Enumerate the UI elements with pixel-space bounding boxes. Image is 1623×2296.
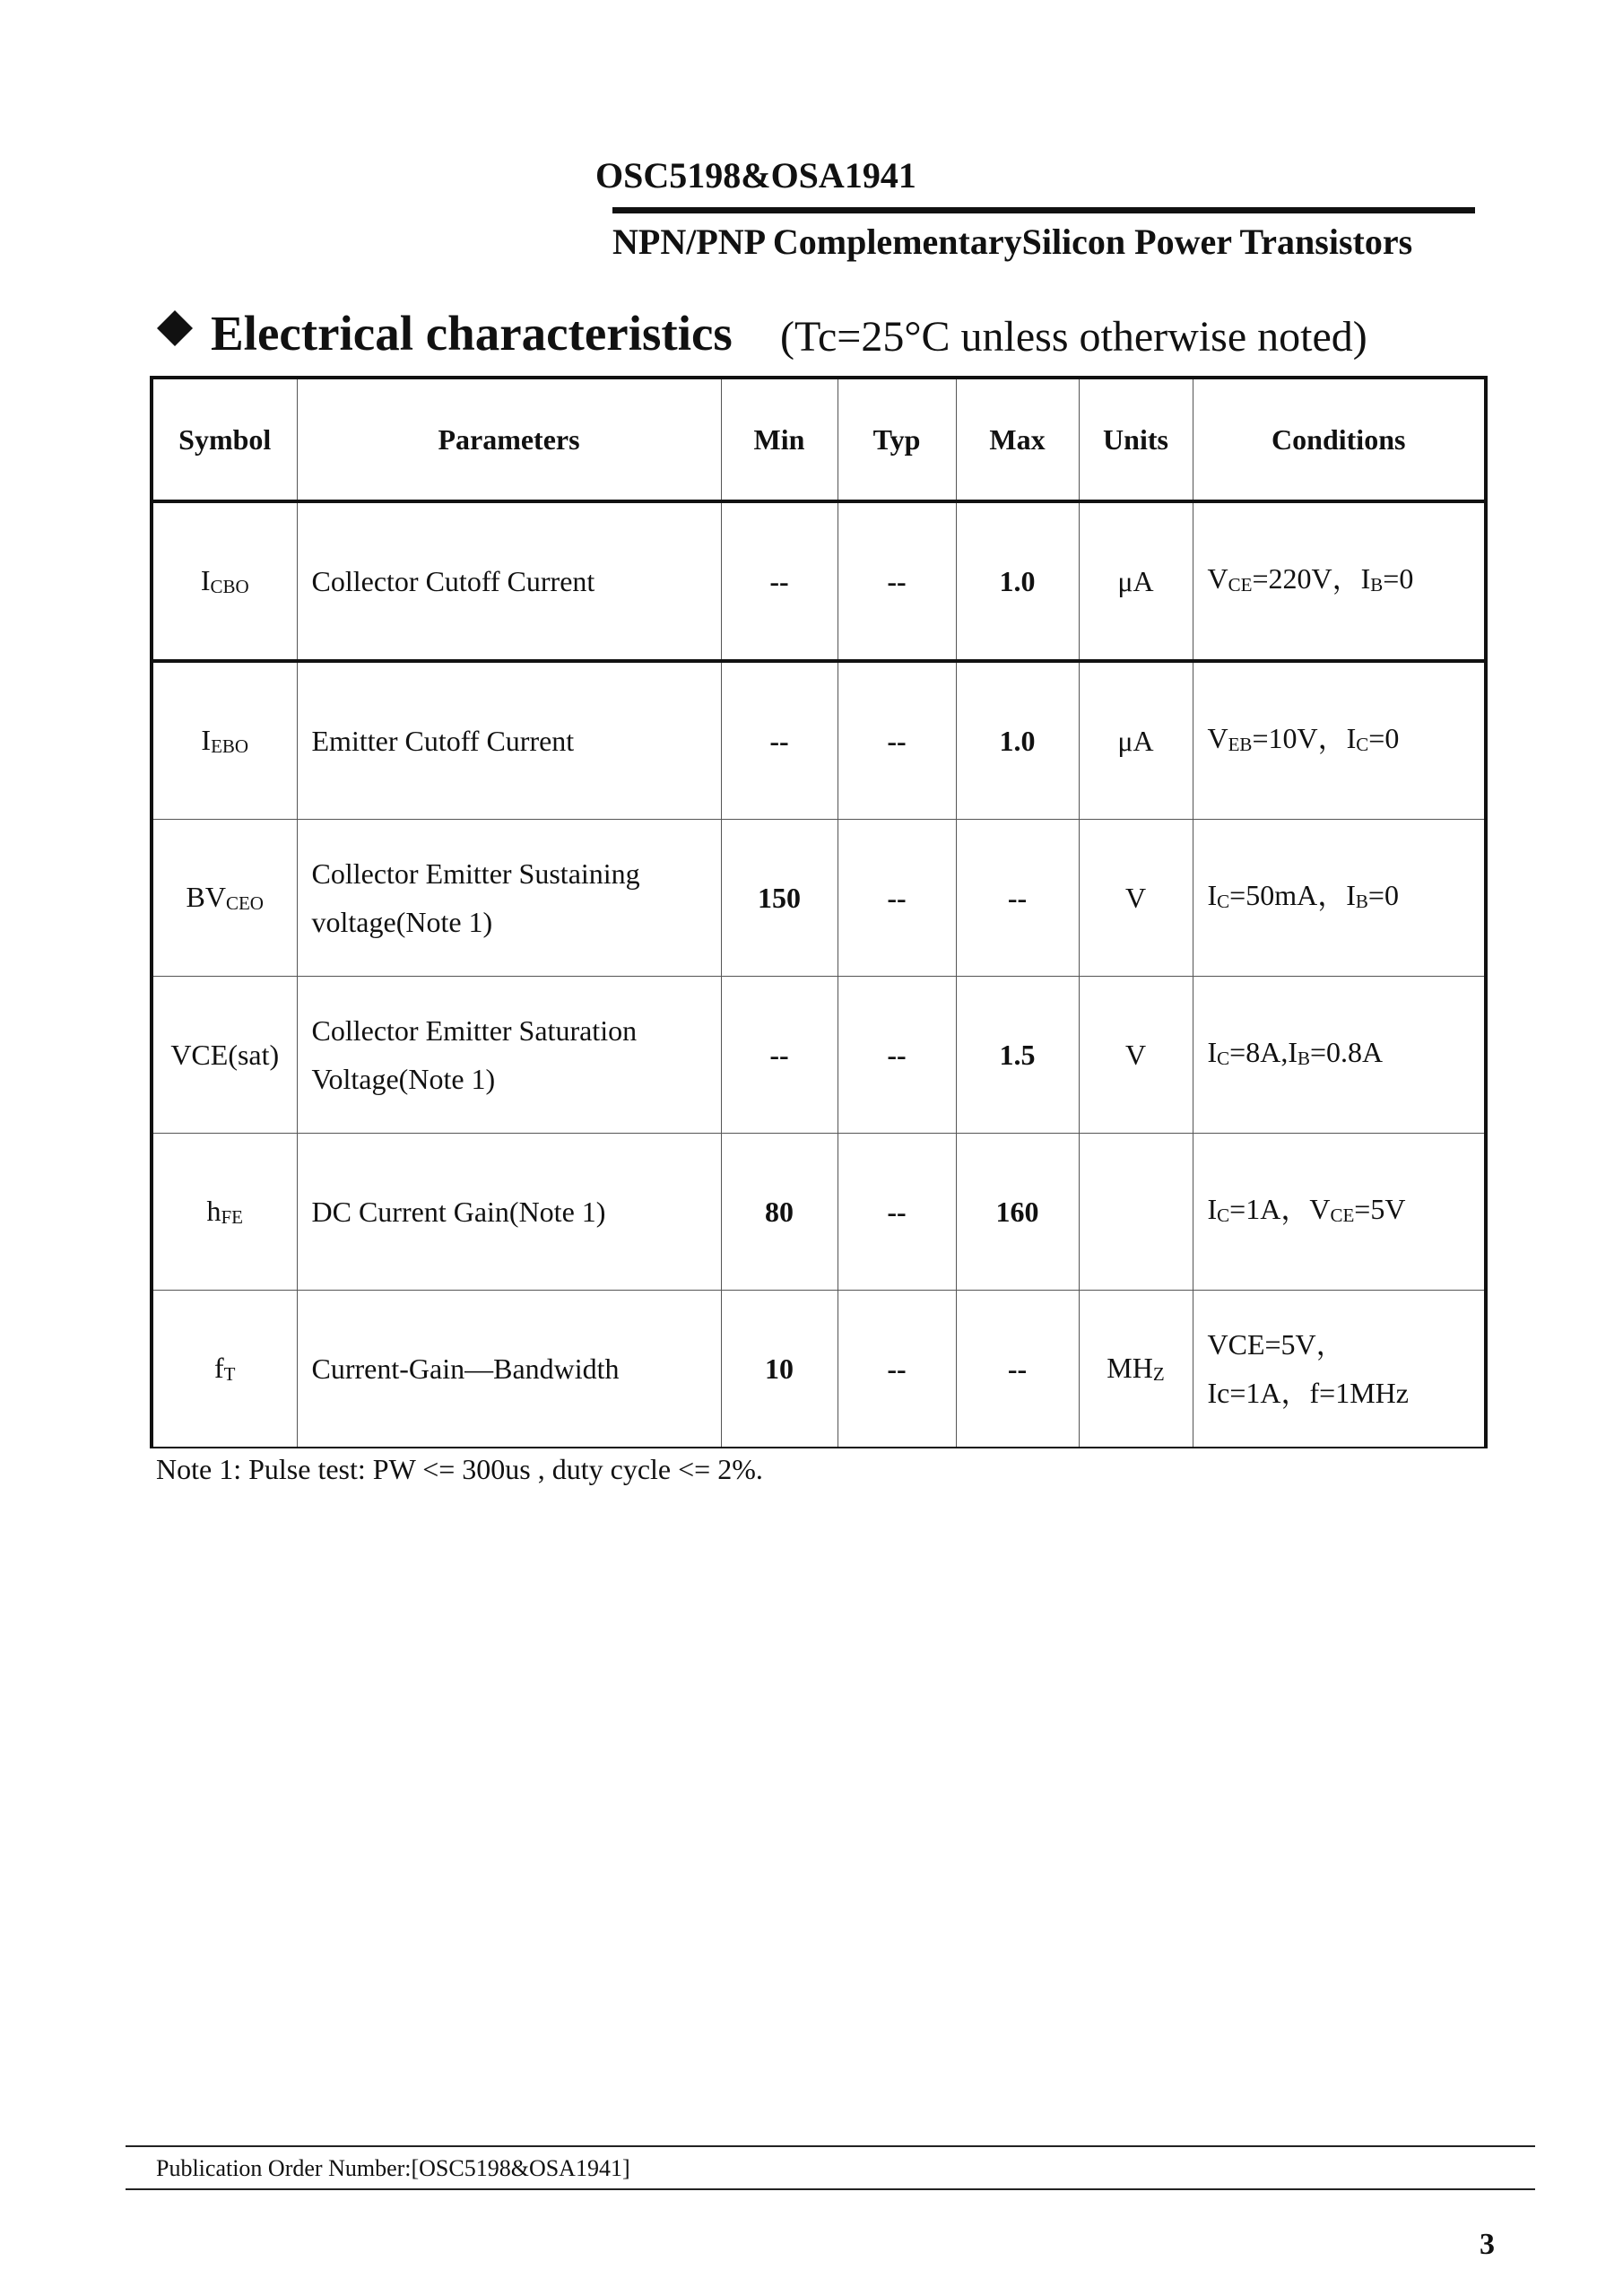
condition-subscript: B [1297,1047,1310,1069]
condition-text: =10V，I [1252,721,1357,754]
condition-text: I [1207,1035,1218,1068]
parameter-line: voltage(Note 1) [311,906,493,938]
symbol-main: BV [186,881,226,913]
table-row [152,1291,1486,1448]
condition-text: =0 [1383,561,1414,595]
condition-text: V [1207,561,1228,595]
condition-subscript: B [1355,890,1368,912]
symbol-cell [152,1134,297,1291]
symbol-main: h [206,1195,221,1227]
max-cell: 160 [956,1134,1079,1291]
units-cell: μA [1079,661,1193,820]
parameter-line: Voltage(Note 1) [311,1063,496,1095]
units-cell [1079,1291,1193,1448]
table-row [152,820,1486,977]
symbol-subscript: CEO [225,892,264,914]
condition-subscript: CE [1330,1204,1355,1226]
diamond-icon [157,310,193,346]
condition-text: =50mA，I [1229,878,1356,911]
min-cell: -- [721,501,838,661]
condition-line [1208,1320,1485,1369]
symbol-cell [152,501,297,661]
parameter-line: Current-Gain—Bandwidth [311,1352,620,1385]
units-cell: V [1079,820,1193,977]
max-cell: 1.5 [956,977,1079,1134]
column-header-max: Max [956,378,1079,501]
symbol-subscript: EBO [211,735,249,757]
parameter-line: Collector Emitter Sustaining [311,857,640,890]
conditions-cell [1193,1291,1486,1448]
condition-text: Ic=1A，f=1MHz [1207,1377,1409,1409]
min-cell: -- [721,977,838,1134]
condition-subscript: C [1356,733,1369,755]
condition-subscript: B [1370,573,1384,596]
symbol-subscript: T [223,1363,236,1385]
symbol-main: I [201,724,212,756]
condition-text: =220V，I [1252,561,1371,595]
conditions-cell [1193,501,1486,661]
symbol-subscript: CBO [210,576,249,597]
parameter-cell [297,1291,721,1448]
document-subtitle: NPN/PNP ComplementarySilicon Power Transistors [612,222,1413,262]
conditions-cell [1193,1134,1486,1291]
condition-text: VCE=5V， [1207,1328,1345,1361]
units-cell: μA [1079,501,1193,661]
parameter-line: DC Current Gain(Note 1) [311,1196,606,1228]
typ-cell: -- [838,501,956,661]
parameter-line: Collector Emitter Saturation [311,1014,638,1047]
condition-text: =5V [1354,1192,1406,1225]
min-cell: 10 [721,1291,838,1448]
column-header-min: Min [721,378,838,501]
footer-rule [126,2145,1535,2147]
column-header-units: Units [1079,378,1193,501]
condition-text: =0 [1368,721,1400,754]
publication-order-number: Publication Order Number:[OSC5198&OSA1941] [156,2155,630,2181]
condition-text: I [1207,878,1218,911]
parameter-cell [297,1134,721,1291]
condition-subscript: C [1217,1047,1230,1069]
typ-cell: -- [838,661,956,820]
column-header-symbol: Symbol [152,378,297,501]
min-cell: 80 [721,1134,838,1291]
condition-line [1208,1369,1485,1417]
condition-line [1208,714,1485,769]
table-header-row [152,378,1486,501]
condition-text: V [1207,721,1228,754]
units-cell [1079,1134,1193,1291]
typ-cell: -- [838,1291,956,1448]
condition-line [1208,1028,1485,1083]
page-number: 3 [1480,2228,1495,2261]
parameter-cell [297,501,721,661]
condition-subscript: CE [1228,573,1253,596]
condition-text: I [1207,1192,1218,1225]
symbol-subscript: Z [1152,1363,1165,1385]
max-cell: -- [956,820,1079,977]
condition-line [1208,1185,1485,1239]
parameter-cell [297,820,721,977]
symbol-subscript: FE [221,1206,243,1228]
symbol-cell [152,977,297,1134]
condition-text: =1A，V [1229,1192,1331,1225]
table-row [152,1134,1486,1291]
symbol-main: I [200,564,211,596]
part-number: OSC5198&OSA1941 [595,155,916,196]
table-row [152,501,1486,661]
max-cell: 1.0 [956,661,1079,820]
section-heading-text: Electrical characteristics [211,306,733,361]
parameter-line: Collector Cutoff Current [311,565,595,597]
symbol-cell [152,820,297,977]
condition-text: =8A,I [1229,1035,1298,1068]
symbol-main: VCE(sat) [170,1038,280,1071]
conditions-cell [1193,977,1486,1134]
typ-cell: -- [838,1134,956,1291]
table-row [152,661,1486,820]
condition-text: =0.8A [1310,1035,1384,1068]
parameter-cell [297,661,721,820]
footer-rule [126,2188,1535,2190]
parameter-cell [297,977,721,1134]
symbol-cell [152,1291,297,1448]
conditions-cell [1193,661,1486,820]
section-condition: (Tc=25°C unless otherwise noted) [780,313,1367,361]
condition-line [1208,554,1485,609]
min-cell: -- [721,661,838,820]
condition-line [1208,871,1485,926]
max-cell: -- [956,1291,1079,1448]
footnote: Note 1: Pulse test: PW <= 300us , duty cycle <= 2%. [156,1453,763,1485]
condition-text: =0 [1367,878,1399,911]
condition-subscript: EB [1228,733,1253,755]
table-row [152,977,1486,1134]
units-cell: V [1079,977,1193,1134]
condition-subscript: C [1217,890,1230,912]
section-heading [157,305,733,361]
electrical-characteristics-table [150,376,1488,1448]
column-header-typ: Typ [838,378,956,501]
min-cell: 150 [721,820,838,977]
column-header-parameters: Parameters [297,378,721,501]
typ-cell: -- [838,977,956,1134]
parameter-line: Emitter Cutoff Current [311,725,575,757]
header-rule [612,207,1475,213]
typ-cell: -- [838,820,956,977]
symbol-main: f [214,1352,224,1384]
max-cell: 1.0 [956,501,1079,661]
symbol-main: MH [1107,1352,1153,1384]
symbol-cell [152,661,297,820]
condition-subscript: C [1217,1204,1230,1226]
conditions-cell [1193,820,1486,977]
column-header-conditions: Conditions [1193,378,1486,501]
